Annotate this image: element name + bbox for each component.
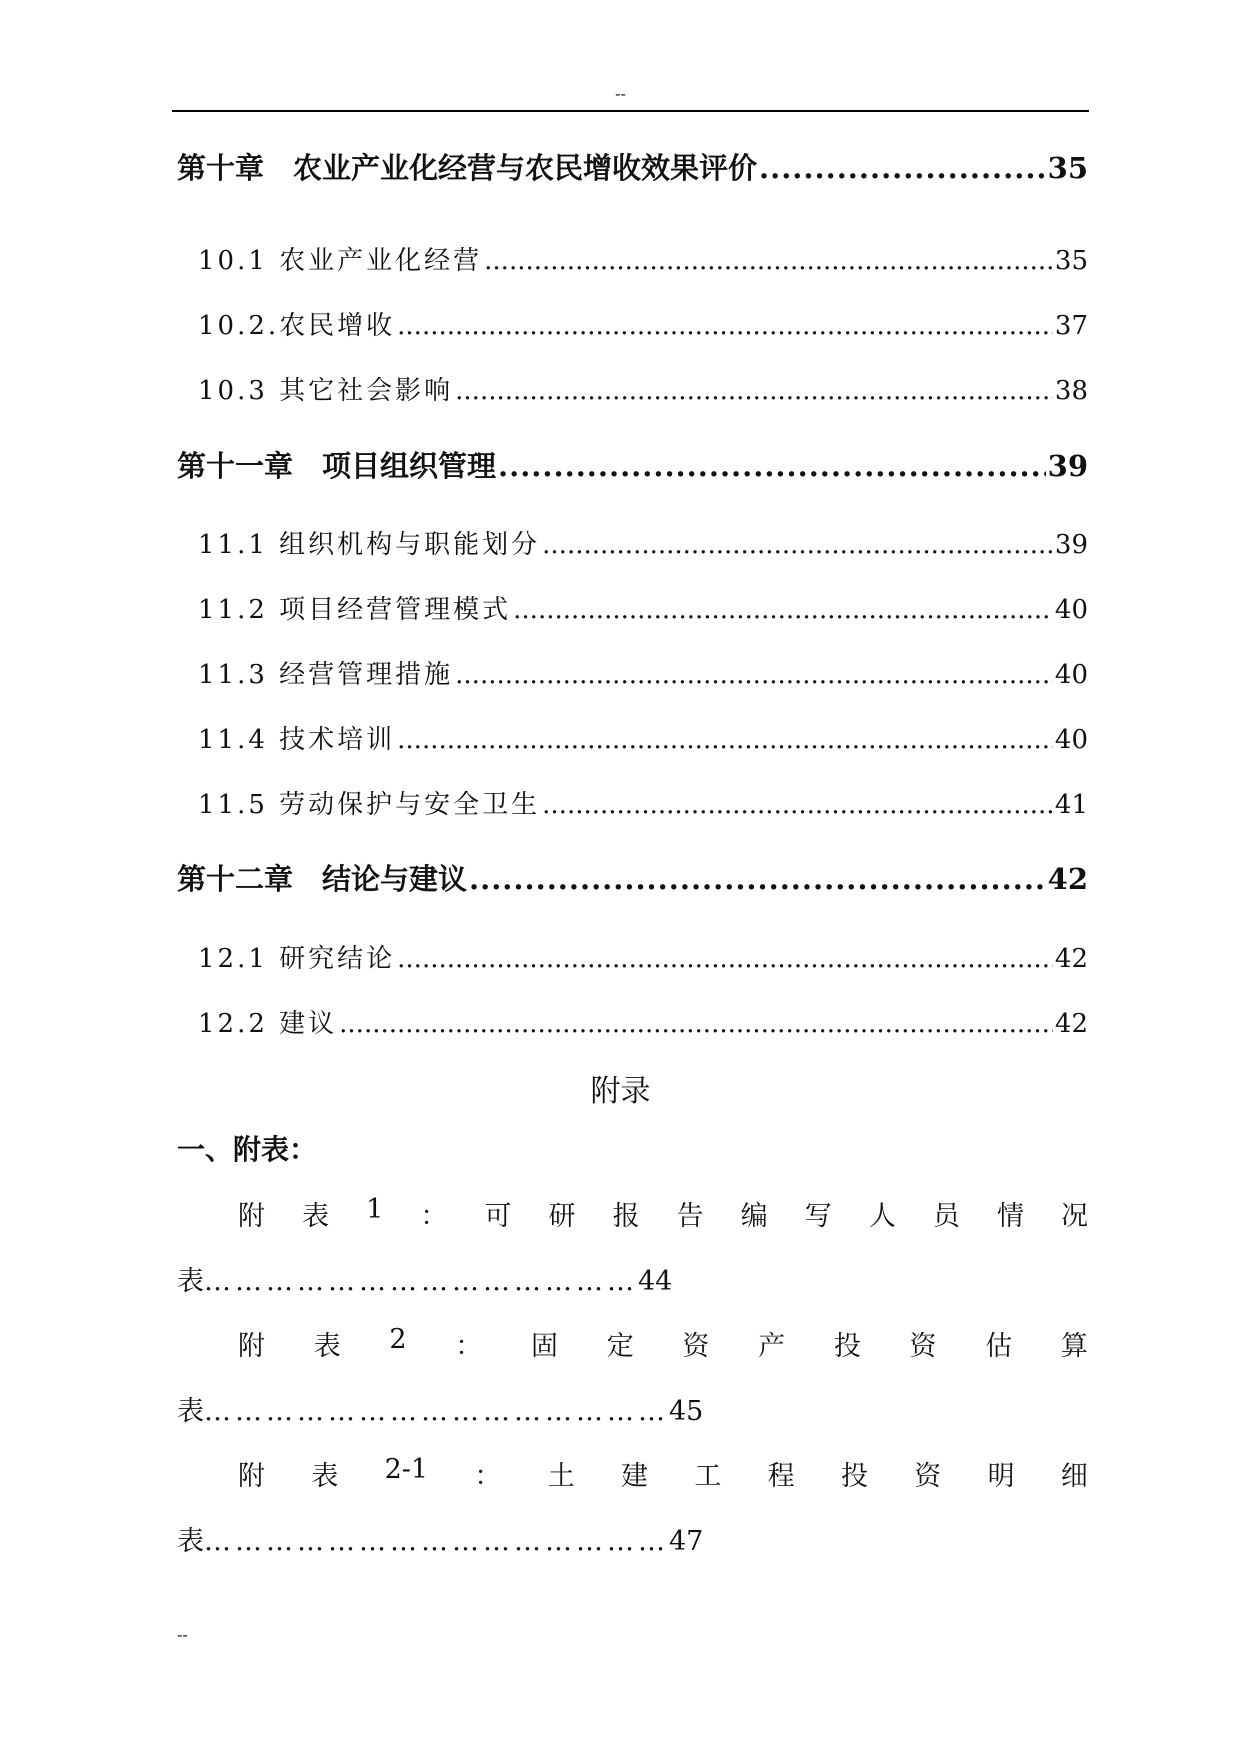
attachment-word: 附 [238, 1201, 265, 1232]
toc-entry-label: 第十二章 结论与建议 [177, 862, 468, 896]
page-header-mark: -- [615, 84, 626, 103]
attachment-word: 报 [612, 1201, 640, 1232]
toc-entry-label: 11.4 技术培训 [198, 725, 396, 755]
toc-section-11-2[interactable] [198, 589, 1088, 626]
attachment-word: 资 [914, 1461, 942, 1492]
attachment-word: 1 [366, 1194, 384, 1225]
toc-entry-label: 10.2.农民增收 [198, 311, 396, 341]
attachment-word: ： [420, 1201, 448, 1232]
toc-entry-page: 42 [1047, 862, 1088, 896]
attachment-word: 员 [932, 1201, 960, 1232]
attachment-1-line-1[interactable] [238, 1194, 1088, 1233]
toc-entry-label: 12.2 建议 [198, 1009, 338, 1039]
appendix-title: 附录 [590, 1074, 651, 1109]
attachment-page: 47 [669, 1526, 704, 1557]
attachment-word: 建 [621, 1461, 649, 1492]
attachment-word: 写 [804, 1201, 832, 1232]
toc-section-11-3[interactable] [198, 654, 1088, 691]
dot-leader [542, 530, 1053, 560]
toc-entry-label: 11.3 经营管理措施 [198, 660, 454, 690]
attachment-last-word: 表 [177, 1266, 204, 1297]
toc-entry-label: 10.1 农业产业化经营 [198, 246, 483, 276]
attachment-2-1-line-1[interactable] [238, 1454, 1088, 1493]
attachment-word: 固 [531, 1331, 558, 1362]
attachment-word: 人 [868, 1201, 896, 1232]
toc-section-11-1[interactable] [198, 524, 1088, 561]
dot-leader [498, 449, 1046, 483]
dot-leader: …………………………………… [204, 1266, 638, 1297]
dot-leader [455, 660, 1053, 690]
attachment-word: 资 [909, 1331, 937, 1362]
toc-entry-page: 39 [1054, 530, 1088, 560]
toc-entry-page: 38 [1054, 376, 1088, 406]
dot-leader [397, 725, 1053, 755]
toc-entry-page: 37 [1054, 311, 1088, 341]
toc-entry-page: 40 [1054, 660, 1088, 690]
attachment-word: 表 [302, 1201, 330, 1232]
page-footer-mark: -- [177, 1625, 188, 1644]
toc-entry-page: 41 [1054, 790, 1088, 820]
attachment-word: 工 [694, 1461, 722, 1492]
attachment-word: 可 [484, 1201, 512, 1232]
attachment-word: 况 [1061, 1201, 1088, 1232]
attachment-word: 编 [740, 1201, 768, 1232]
toc-entry-label: 11.5 劳动保护与安全卫生 [198, 790, 541, 820]
toc-section-11-4[interactable] [198, 719, 1088, 756]
toc-chapter-10[interactable] [177, 146, 1088, 187]
dot-leader [513, 595, 1053, 625]
toc-entry-page: 35 [1047, 151, 1088, 185]
dot-leader: ……………………………………… [204, 1526, 669, 1557]
dot-leader [339, 1009, 1053, 1039]
attachment-word: 细 [1060, 1461, 1088, 1492]
toc-section-11-5[interactable] [198, 784, 1088, 821]
dot-leader [759, 151, 1046, 185]
toc-section-12-2[interactable] [198, 1003, 1088, 1040]
attachment-word: 2 [389, 1324, 407, 1355]
attachment-word: 附 [238, 1331, 265, 1362]
dot-leader [484, 246, 1053, 276]
attachment-1-line-2[interactable] [177, 1259, 672, 1298]
attachment-word: 算 [1060, 1331, 1088, 1362]
dot-leader [455, 376, 1053, 406]
attachment-word: 研 [548, 1201, 576, 1232]
attachment-page: 45 [669, 1396, 704, 1427]
attachment-word: 告 [676, 1201, 704, 1232]
attachment-word: 资 [682, 1331, 710, 1362]
toc-entry-page: 42 [1054, 944, 1088, 974]
toc-entry-label: 10.3 其它社会影响 [198, 376, 454, 406]
dot-leader [542, 790, 1053, 820]
attachment-word: ： [474, 1461, 502, 1492]
dot-leader [397, 311, 1053, 341]
attachment-word: 2-1 [384, 1454, 429, 1485]
toc-entry-page: 39 [1047, 449, 1088, 483]
attachment-word: 投 [840, 1461, 868, 1492]
toc-section-10-2[interactable] [198, 305, 1088, 342]
attachment-word: ： [455, 1331, 483, 1362]
attachment-word: 附 [238, 1461, 265, 1492]
attachment-word: 土 [547, 1461, 575, 1492]
toc-entry-label: 12.1 研究结论 [198, 944, 396, 974]
dot-leader [469, 862, 1046, 896]
attachment-word: 估 [985, 1331, 1013, 1362]
attachment-word: 表 [311, 1461, 339, 1492]
toc-chapter-12[interactable] [177, 857, 1088, 898]
toc-section-10-3[interactable] [198, 370, 1088, 407]
toc-section-12-1[interactable] [198, 938, 1088, 975]
toc-entry-label: 11.1 组织机构与职能划分 [198, 530, 541, 560]
toc-entry-page: 35 [1054, 246, 1088, 276]
toc-entry-page: 42 [1054, 1009, 1088, 1039]
attachment-word: 明 [987, 1461, 1015, 1492]
toc-entry-page: 40 [1054, 725, 1088, 755]
attachment-2-1-line-2[interactable] [177, 1519, 703, 1558]
toc-chapter-11[interactable] [177, 444, 1088, 485]
attachment-last-word: 表 [177, 1526, 204, 1557]
attachment-word: 定 [606, 1331, 634, 1362]
attachment-word: 表 [313, 1331, 341, 1362]
attachment-last-word: 表 [177, 1396, 204, 1427]
attachment-word: 程 [767, 1461, 795, 1492]
header-rule [172, 110, 1089, 112]
toc-entry-page: 40 [1054, 595, 1088, 625]
attachment-word: 投 [833, 1331, 861, 1362]
toc-entry-label: 第十一章 项目组织管理 [177, 449, 497, 483]
appendix-subtitle: 一、附表： [177, 1133, 318, 1166]
dot-leader: ……………………………………… [204, 1396, 669, 1427]
toc-entry-label: 11.2 项目经营管理模式 [198, 595, 512, 625]
attachment-2-line-2[interactable] [177, 1389, 703, 1428]
dot-leader [397, 944, 1053, 974]
toc-entry-label: 第十章 农业产业化经营与农民增收效果评价 [177, 151, 758, 185]
attachment-page: 44 [638, 1266, 673, 1297]
attachment-word: 产 [758, 1331, 786, 1362]
attachment-2-line-1[interactable] [238, 1324, 1088, 1363]
toc-section-10-1[interactable] [198, 240, 1088, 277]
attachment-word: 情 [996, 1201, 1024, 1232]
